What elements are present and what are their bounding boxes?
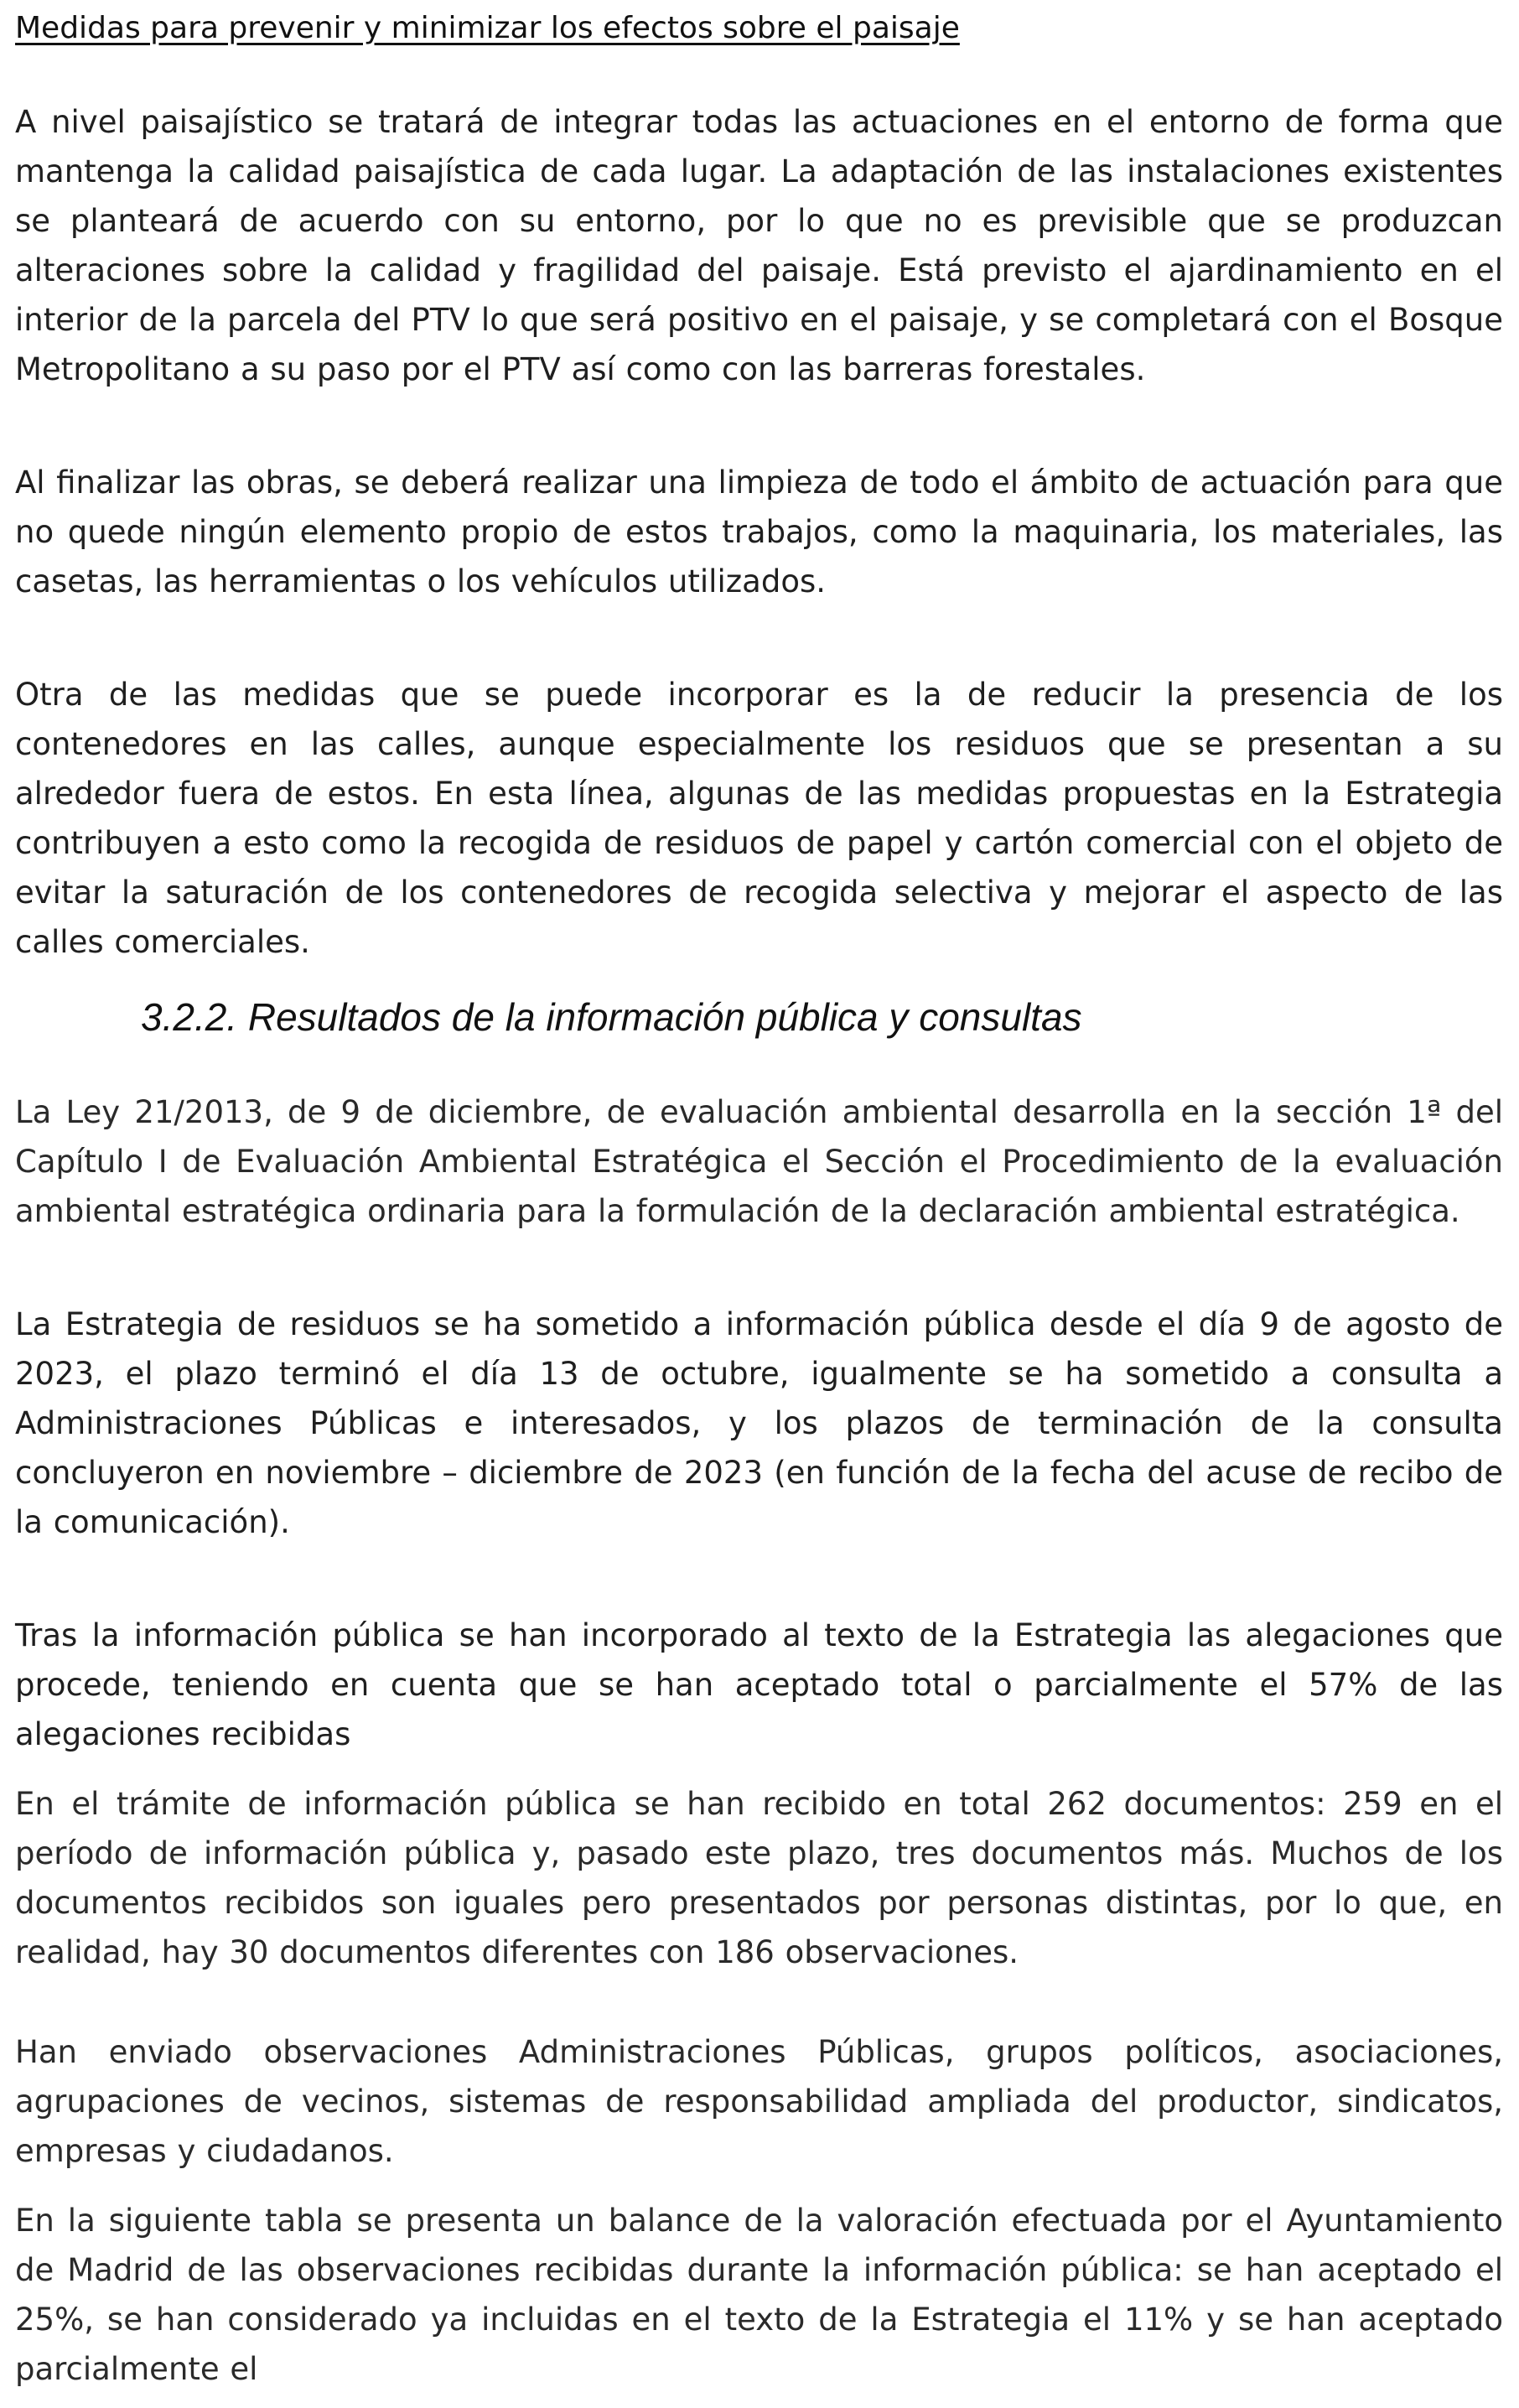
subsection-heading: Medidas para prevenir y minimizar los efectos sobre el paisaje: [15, 11, 960, 45]
document-page: [15, 8, 1503, 2394]
paragraph: Tras la información pública se han incorporado al texto de la Estrategia las alegaciones que procede, teniendo en cuenta que se han aceptado total o parcialmente el 57% de las alegaciones recibidas: [15, 1617, 1503, 1752]
paragraph: La Estrategia de residuos se ha sometido a información pública desde el día 9 de agosto de 2023, el plazo terminó el día 13 de octubre, igualmente se ha sometido a consulta a Administraciones Públicas e interesados, y los plazos de terminación de la consulta concluyeron en noviembre – diciembre de 2023 (en función de la fecha del acuse de recibo de la comunicación).: [15, 1306, 1503, 1540]
section-title: 3.2.2. Resultados de la información pública y consultas: [141, 995, 1082, 1039]
paragraph: Han enviado observaciones Administraciones Públicas, grupos políticos, asociaciones, agrupaciones de vecinos, sistemas de responsabilidad ampliada del productor, sindicatos, empresas y ciudadanos.: [15, 2034, 1503, 2169]
paragraph: En el trámite de información pública se han recibido en total 262 documentos: 259 en el período de información pública y, pasado este plazo, tres documentos más. Muchos de los documentos recibidos son iguales pero presentados por personas distintas, por lo que, en realidad, hay 30 documentos diferentes con 186 observaciones.: [15, 1786, 1503, 1970]
paragraph: Otra de las medidas que se puede incorporar es la de reducir la presencia de los contenedores en las calles, aunque especialmente los residuos que se presentan a su alrededor fuera de estos. En esta línea, algunas de las medidas propuestas en la Estrategia contribuyen a esto como la recogida de residuos de papel y cartón comercial con el objeto de evitar la saturación de los contenedores de recogida selectiva y mejorar el aspecto de las calles comerciales.: [15, 677, 1503, 960]
paragraph: En la siguiente tabla se presenta un balance de la valoración efectuada por el Ayuntamiento de Madrid de las observaciones recibidas durante la información pública: se han aceptado el 25%, se han considerado ya incluidas en el texto de la Estrategia el 11% y se han aceptado parcialmente el: [15, 2203, 1503, 2387]
paragraph: Al finalizar las obras, se deberá realizar una limpieza de todo el ámbito de actuación para que no quede ningún elemento propio de estos trabajos, como la maquinaria, los materiales, las casetas, las herramientas o los vehículos utilizados.: [15, 464, 1503, 599]
paragraph: A nivel paisajístico se tratará de integrar todas las actuaciones en el entorno de forma que mantenga la calidad paisajística de cada lugar. La adaptación de las instalaciones existentes se planteará de acuerdo con su entorno, por lo que no es previsible que se produzcan alteraciones sobre la calidad y fragilidad del paisaje. Está previsto el ajardinamiento en el interior de la parcela del PTV lo que será positivo en el paisaje, y se completará con el Bosque Metropolitano a su paso por el PTV así como con las barreras forestales.: [15, 104, 1503, 387]
paragraph: La Ley 21/2013, de 9 de diciembre, de evaluación ambiental desarrolla en la sección 1ª del Capítulo I de Evaluación Ambiental Estratégica el Sección el Procedimiento de la evaluación ambiental estratégica ordinaria para la formulación de la declaración ambiental estratégica.: [15, 1094, 1503, 1229]
